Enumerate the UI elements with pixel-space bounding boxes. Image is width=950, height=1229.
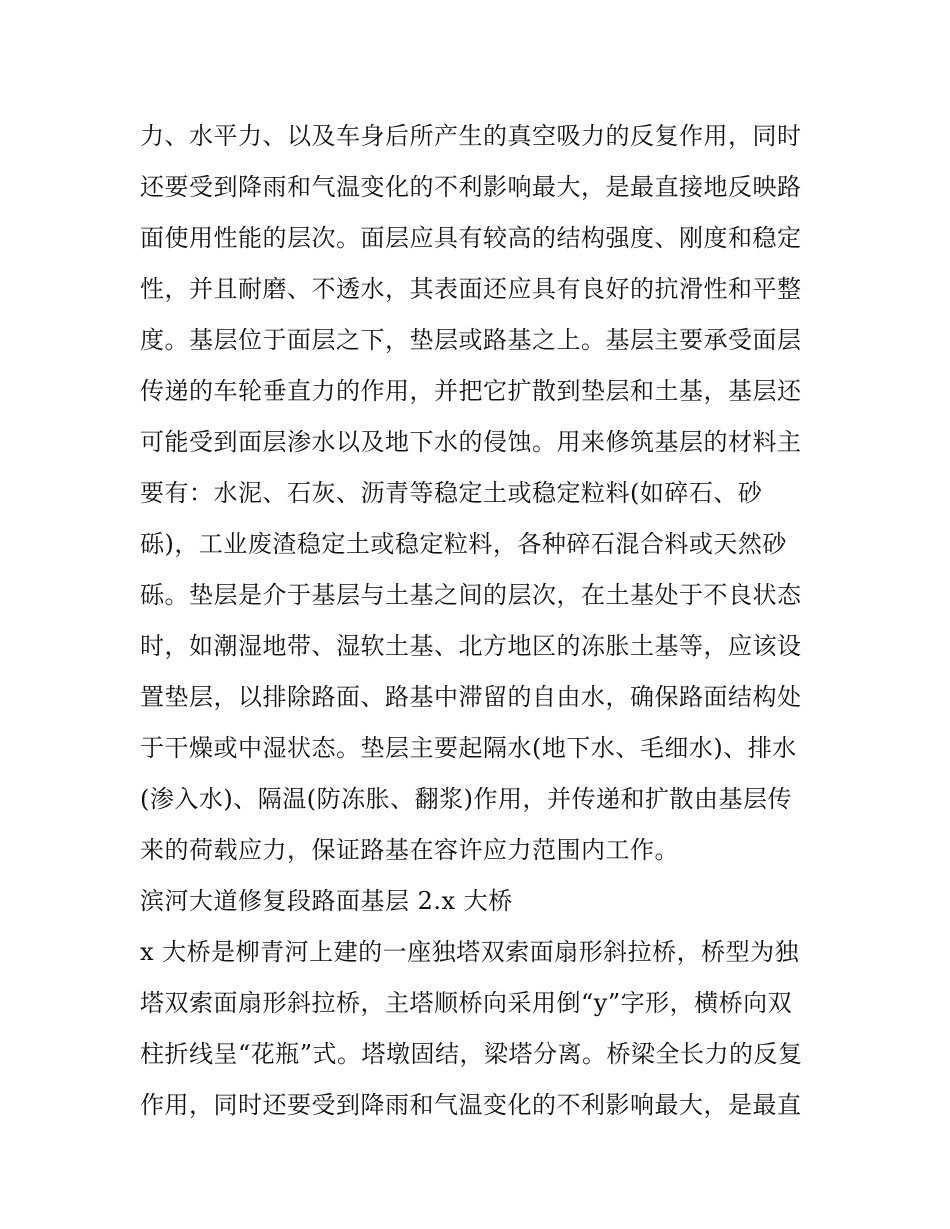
text-line: 可能受到面层渗水以及地下水的侵蚀。用来修筑基层的材料主 xyxy=(140,428,802,456)
text-line: 砾)，工业废渣稳定土或稳定粒料，各种碎石混合料或天然砂 xyxy=(140,530,787,558)
text-line: 要有：水泥、石灰、沥青等稳定土或稳定粒料(如碎石、砂 xyxy=(140,479,763,507)
text-line: 砾。垫层是介于基层与土基之间的层次，在土基处于不良状态 xyxy=(140,581,802,609)
text-line: 还要受到降雨和气温变化的不利影响最大，是最直接地反映路 xyxy=(140,173,802,201)
text-line: 性，并且耐磨、不透水，其表面还应具有良好的抗滑性和平整 xyxy=(140,275,802,303)
text-line: 作用，同时还要受到降雨和气温变化的不利影响最大，是最直 xyxy=(140,1091,802,1119)
section-heading: 滨河大道修复段路面基层 2.x 大桥 xyxy=(140,887,513,915)
text-line: 传递的车轮垂直力的作用，并把它扩散到垫层和土基，基层还 xyxy=(140,377,802,405)
text-line: x 大桥是柳青河上建的一座独塔双索面扇形斜拉桥，桥型为独 xyxy=(140,938,800,966)
body-text xyxy=(140,111,820,1131)
text-line: 力、水平力、以及车身后所产生的真空吸力的反复作用，同时 xyxy=(140,122,802,150)
text-line: 度。基层位于面层之下，垫层或路基之上。基层主要承受面层 xyxy=(140,326,802,354)
text-line: 面使用性能的层次。面层应具有较高的结构强度、刚度和稳定 xyxy=(140,224,802,252)
text-line: 来的荷载应力，保证路基在容许应力范围内工作。 xyxy=(140,836,679,864)
text-line: 于干燥或中湿状态。垫层主要起隔水(地下水、毛细水)、排水 xyxy=(140,734,797,762)
text-line: 塔双索面扇形斜拉桥，主塔顺桥向采用倒“y”字形，横桥向双 xyxy=(140,989,793,1017)
text-line: 置垫层，以排除路面、路基中滞留的自由水，确保路面结构处 xyxy=(140,683,802,711)
text-line: 柱折线呈“花瓶”式。塔墩固结，梁塔分离。桥梁全长力的反复 xyxy=(140,1040,803,1068)
text-line: 时，如潮湿地带、湿软土基、北方地区的冻胀土基等，应该设 xyxy=(140,632,802,660)
text-line: (渗入水)、隔温(防冻胀、翻浆)作用，并传递和扩散由基层传 xyxy=(140,785,792,813)
